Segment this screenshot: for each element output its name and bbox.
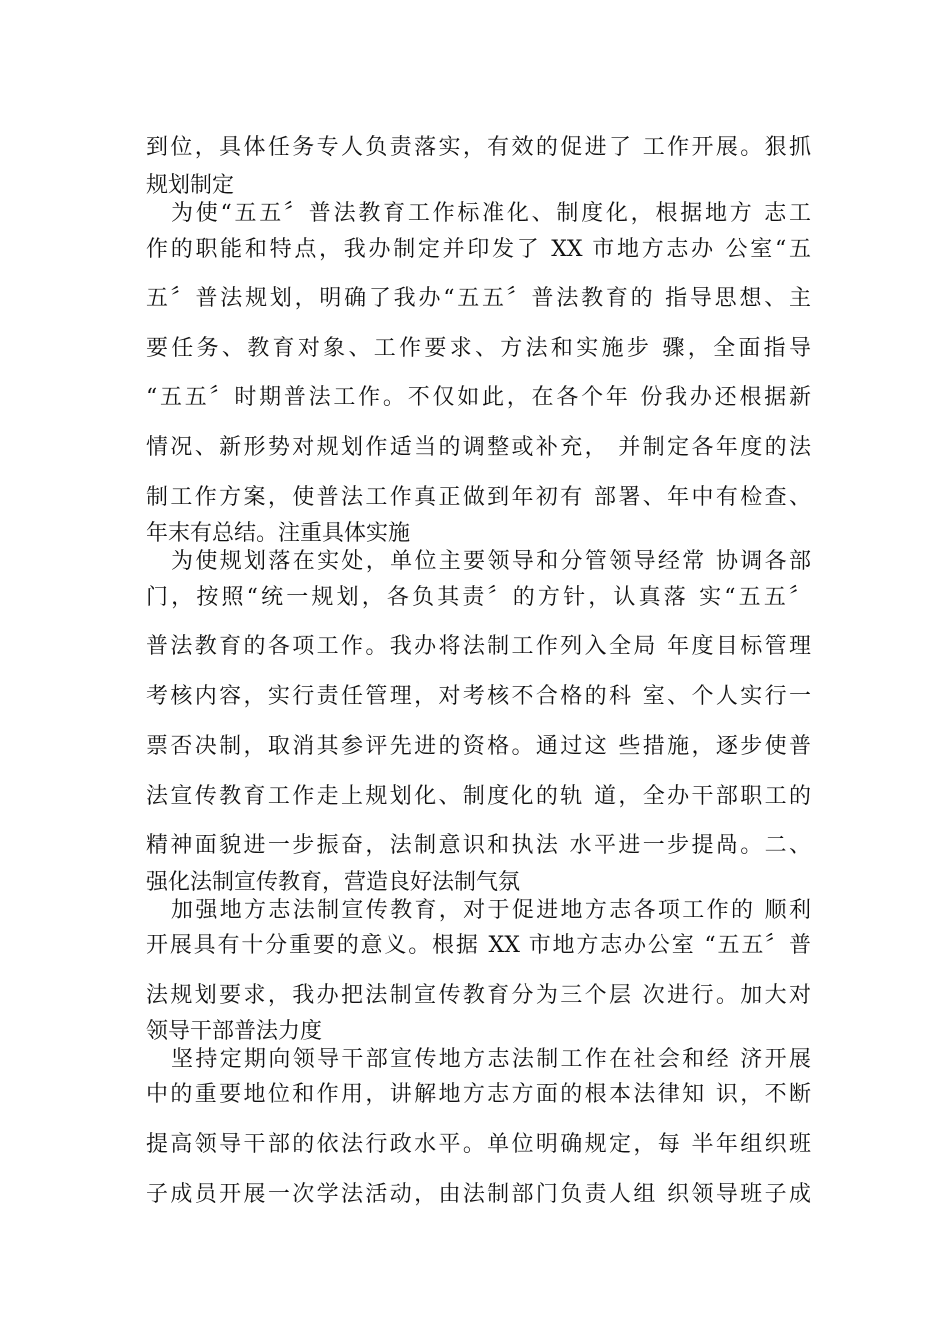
text-line: 票否决制，取消其参评先进的资格。通过这 些措施，逐步使普	[146, 734, 811, 759]
text-line: 法规划要求，我办把法制宣传教育分为三个层 次进行。加大对	[146, 983, 811, 1008]
text-line: 坚持定期向领导干部宣传地方志法制工作在社会和经 济开展	[171, 1047, 811, 1072]
text-line: 提高领导干部的依法行政水平。单位明确规定，每 半年组织班	[146, 1132, 811, 1157]
text-line: 门，按照“统一规划，各负其责〞的方针，认真落 实“五五〞	[146, 585, 811, 610]
text-line: 要任务、教育对象、工作要求、方法和实施步 骤，全面指导	[146, 336, 811, 361]
text-line: 强化法制宣传教育，营造良好法制气氛	[146, 870, 521, 895]
text-line: 领导干部普法力度	[146, 1019, 323, 1044]
text-line: 年末有总结。注重具体实施	[146, 521, 411, 546]
text-line: 子成员开展一次学法活动，由法制部门负责人组 织领导班子成	[146, 1182, 811, 1207]
text-line: 为使规划落在实处，单位主要领导和分管领导经常 协调各部	[171, 549, 811, 574]
text-line: “五五〞时期普法工作。不仅如此，在各个年 份我办还根据新	[146, 385, 811, 410]
text-line: 法宣传教育工作走上规划化、制度化的轨 道，全办干部职工的	[146, 784, 811, 809]
text-line: 五〞普法规划，明确了我办“五五〞普法教育的 指导思想、主	[146, 286, 811, 311]
text-line: 普法教育的各项工作。我办将法制工作列入全局 年度目标管理	[146, 634, 811, 659]
text-line: 精神面貌进一步振奋，法制意识和执法 水平进一步提咼。二、	[146, 833, 811, 858]
text-line: 作的职能和特点，我办制定并印发了 XX 市地方志办 公室“五	[146, 237, 811, 262]
text-line: 中的重要地位和作用，讲解地方志方面的根本法律知 识，不断	[146, 1082, 811, 1107]
text-line: 情况、新形势对规划作适当的调整或补充， 并制定各年度的法	[146, 435, 811, 460]
text-line: 加强地方志法制宣传教育，对于促进地方志各项工作的 顺利	[171, 898, 811, 923]
text-line: 考核内容，实行责任管理，对考核不合格的科 室、个人实行一	[146, 684, 811, 709]
text-line: 制工作方案，使普法工作真正做到年初有 部署、年中有检查、	[146, 485, 811, 510]
text-line: 开展具有十分重要的意义。根据 XX 市地方志办公室 “五五〞普	[146, 933, 811, 958]
text-line: 为使“五五〞普法教育工作标准化、制度化，根据地方 志工	[171, 201, 811, 226]
text-line: 规划制定	[146, 173, 235, 198]
text-line: 到位，具体任务专人负责落实，有效的促进了 工作开展。狠抓	[146, 135, 811, 160]
